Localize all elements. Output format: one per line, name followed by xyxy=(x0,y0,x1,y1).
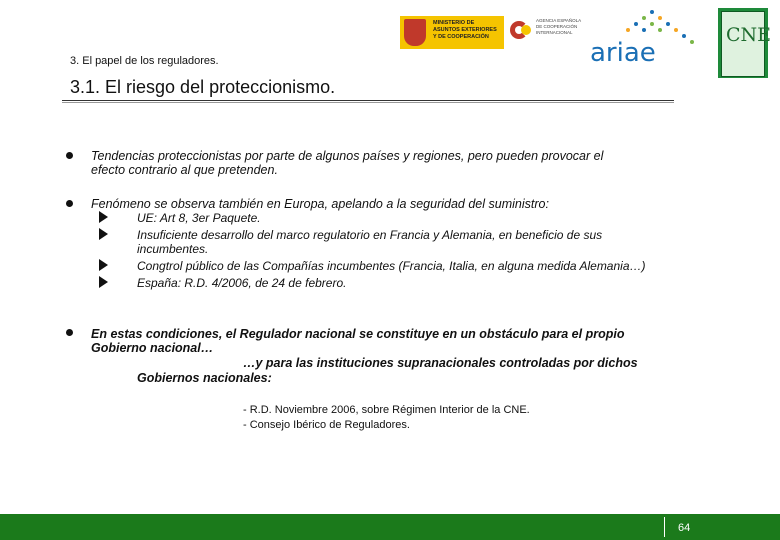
page-number-divider xyxy=(664,517,665,537)
coat-of-arms-icon xyxy=(404,19,426,46)
footer-bar xyxy=(0,514,780,540)
cne-wordmark: CNE xyxy=(726,24,772,46)
reference-2: - Consejo Ibérico de Reguladores. xyxy=(243,419,410,431)
ariae-wordmark: ariae xyxy=(590,38,656,68)
subitem-2-continuation: incumbentes. xyxy=(137,242,209,256)
aecid-logo-text: AGENCIA ESPAÑOLA DE COOPERACIÓN INTERNACIONAL xyxy=(536,18,581,35)
bullet-3-line2: Gobierno nacional… xyxy=(91,341,214,355)
bullet-icon xyxy=(66,200,73,207)
subitem-4: España: R.D. 4/2006, de 24 de febrero. xyxy=(137,276,347,290)
arrow-bullet-icon xyxy=(99,276,108,288)
reference-1: - R.D. Noviembre 2006, sobre Régimen Interior de la CNE. xyxy=(243,404,530,416)
bullet-1-line2: efecto contrario al que pretenden. xyxy=(91,163,278,177)
cne-logo-box xyxy=(721,11,772,77)
bullet-1 xyxy=(91,149,731,177)
ariae-logo xyxy=(590,8,710,68)
aecid-logo xyxy=(510,18,582,48)
bullet-3 xyxy=(91,327,731,355)
bullet-icon xyxy=(66,329,73,336)
ministerio-logo xyxy=(400,16,504,49)
arrow-bullet-icon xyxy=(99,259,108,271)
arrow-bullet-icon xyxy=(99,211,108,223)
bullet-3-continuation-1: …y para las instituciones supranacionales controladas por dichos xyxy=(243,356,638,370)
subitem-1: UE: Art 8, 3er Paquete. xyxy=(137,211,261,225)
arrow-bullet-icon xyxy=(99,228,108,240)
ministerio-logo-text: MINISTERIO DE ASUNTOS EXTERIORES Y DE COOPERACIÓN xyxy=(433,20,497,40)
aecid-dot-icon xyxy=(521,25,531,35)
subitem-2: Insuficiente desarrollo del marco regulatorio en Francia y Alemania, en beneficio de sus xyxy=(137,228,603,242)
page-number: 64 xyxy=(678,522,691,534)
bullet-1-line1: Tendencias proteccionistas por parte de algunos países y regiones, pero pueden provocar el xyxy=(91,149,604,163)
bullet-icon xyxy=(66,152,73,159)
page-title: 3.1. El riesgo del proteccionismo. xyxy=(70,77,336,97)
title-rule-secondary xyxy=(62,102,674,103)
bullet-3-line1: En estas condiciones, el Regulador nacional se constituye en un obstáculo para el propio xyxy=(91,327,625,341)
bullet-2: Fenómeno se observa también en Europa, apelando a la seguridad del suministro: xyxy=(91,197,549,211)
subitem-3: Congtrol público de las Compañías incumbentes (Francia, Italia, en alguna medida Alemania…) xyxy=(137,259,646,273)
bullet-3-continuation-2: Gobiernos nacionales: xyxy=(137,371,272,385)
section-label: 3. El papel de los reguladores. xyxy=(70,55,219,67)
title-rule xyxy=(62,100,674,101)
cne-logo xyxy=(718,8,772,78)
